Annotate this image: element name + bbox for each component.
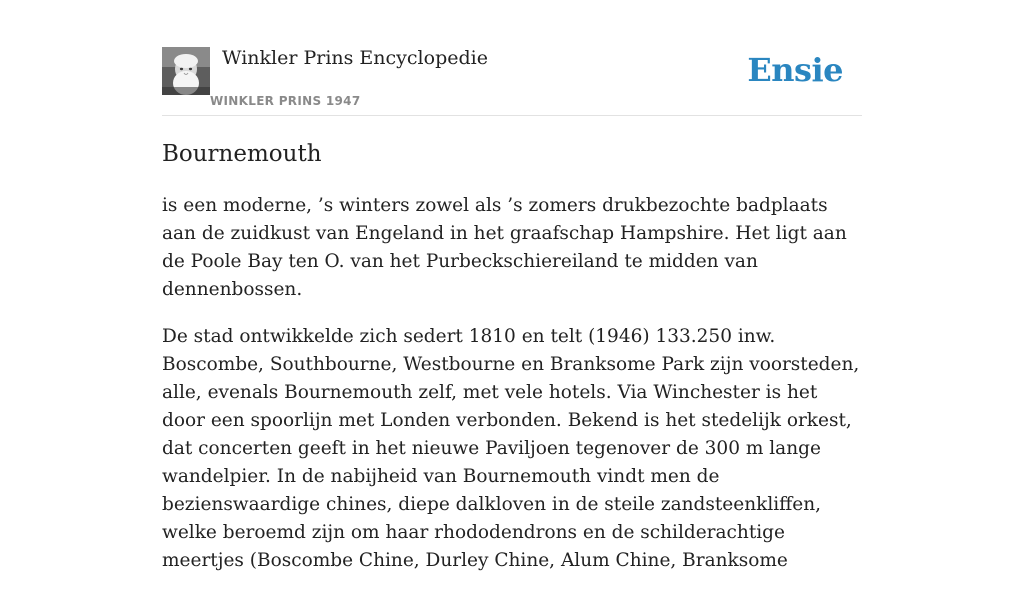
source-name-link[interactable]: Winkler Prins Encyclopedie [222,47,488,69]
page [162,0,862,571]
site-header [162,0,862,116]
article-title: Bournemouth [162,141,322,167]
avatar[interactable] [162,47,210,95]
article-body [162,192,862,594]
article-paragraph: is een moderne, ’s winters zowel als ’s zomers drukbezochte badplaats aan de zuidkust van Engeland in het graafschap Hampshire. Het ligt aan de Poole Bay ten O. van het Purbeckschiereiland te midden van dennenbossen. [162,195,847,300]
source-edition-label: WINKLER PRINS 1947 [210,94,361,108]
bearded-man-portrait-icon [162,47,210,95]
article-paragraph: De stad ontwikkelde zich sedert 1810 en telt (1946) 133.250 inw. Boscombe, Southbourne, Westbourne en Branksome Park zijn voorsteden, alle, evenals Bournemouth zelf, met vele hotels. Via Winchester is het door een spoorlijn met Londen verbonden. Bekend is het stedelijk orkest, dat concerten geeft in het nieuwe Paviljoen tegenover de 300 m lange wandelpier. In de nabijheid van Bournemouth vindt men de bezienswaardige chines, diepe dalkloven in de steile zandsteenkliffen, welke beroemd zijn om haar rhododendrons en de schilderachtige meertjes (Boscombe Chine, Durley Chine, Alum Chine, Branksome [162,326,860,571]
brand-logo[interactable]: Ensie [747,51,843,89]
